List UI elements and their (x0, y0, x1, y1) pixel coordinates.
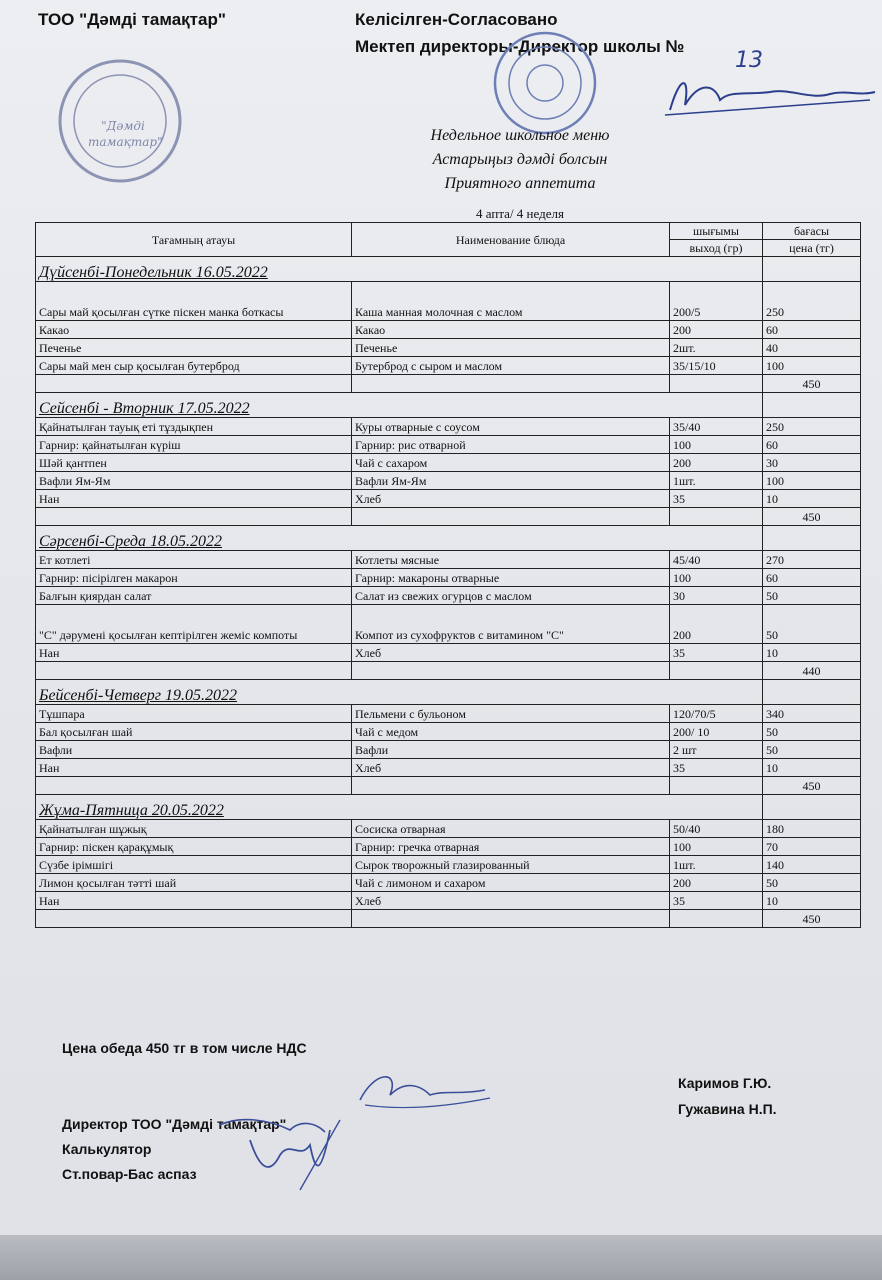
dish-price: 50 (763, 874, 861, 892)
day-total-price: 450 (763, 910, 861, 928)
total-empty-cell (670, 508, 763, 526)
table-row (36, 357, 861, 375)
dish-output: 2 шт (670, 741, 763, 759)
dish-price: 40 (763, 339, 861, 357)
dish-output: 35/40 (670, 418, 763, 436)
title-line-1: Недельное школьное меню (430, 127, 610, 144)
table-row (36, 892, 861, 910)
dish-name-ru: Сосиска отварная (352, 820, 670, 838)
dish-price: 100 (763, 472, 861, 490)
title-line-2: Астарыңыз дәмді болсын (432, 151, 608, 168)
dish-name-ru: Хлеб (352, 644, 670, 662)
header-price-kz: бағасы (763, 223, 861, 240)
day-empty-cell (763, 257, 861, 282)
dish-name-kz: Вафли (36, 741, 352, 759)
total-empty-cell (36, 777, 352, 795)
dish-price: 100 (763, 357, 861, 375)
table-row (36, 705, 861, 723)
dish-price: 60 (763, 436, 861, 454)
day-label: Жұма-Пятница 20.05.2022 (36, 795, 763, 820)
dish-output: 200 (670, 454, 763, 472)
name-2: Гужавина Н.П. (678, 1101, 777, 1117)
dish-price: 10 (763, 644, 861, 662)
lunch-price-note: Цена обеда 450 тг в том числе НДС (62, 1040, 307, 1056)
table-row (36, 723, 861, 741)
dish-output: 200/5 (670, 282, 763, 321)
dish-name-kz: Гарнир: пісірілген макарон (36, 569, 352, 587)
dish-name-ru: Гарнир: рис отварной (352, 436, 670, 454)
table-row (36, 472, 861, 490)
dish-name-kz: Сүзбе ірімшігі (36, 856, 352, 874)
day-total-price: 440 (763, 662, 861, 680)
day-empty-cell (763, 393, 861, 418)
dish-name-ru: Какао (352, 321, 670, 339)
table-row (36, 874, 861, 892)
dish-name-ru: Котлеты мясные (352, 551, 670, 569)
table-row (36, 339, 861, 357)
dish-price: 10 (763, 490, 861, 508)
day-header-row (36, 795, 861, 820)
dish-price: 10 (763, 892, 861, 910)
day-label: Бейсенбі-Четверг 19.05.2022 (36, 680, 763, 705)
dish-name-kz: "С" дәрумені қосылған кептірілген жеміс компоты (36, 605, 352, 644)
signatory-names (678, 1070, 777, 1122)
total-empty-cell (36, 910, 352, 928)
company-name: ТОО "Дәмді тамақтар" (38, 10, 226, 29)
day-empty-cell (763, 795, 861, 820)
dish-price: 250 (763, 418, 861, 436)
table-row (36, 820, 861, 838)
dish-name-ru: Куры отварные с соусом (352, 418, 670, 436)
dish-name-kz: Нан (36, 892, 352, 910)
dish-name-ru: Хлеб (352, 892, 670, 910)
table-row (36, 838, 861, 856)
dish-name-ru: Вафли Ям-Ям (352, 472, 670, 490)
total-empty-cell (352, 375, 670, 393)
dish-price: 50 (763, 587, 861, 605)
dish-name-kz: Шәй қантпен (36, 454, 352, 472)
table-row (36, 569, 861, 587)
dish-output: 35 (670, 892, 763, 910)
school-number: 13 (735, 48, 763, 73)
dish-price: 10 (763, 759, 861, 777)
dish-output: 45/40 (670, 551, 763, 569)
dish-name-ru: Хлеб (352, 759, 670, 777)
day-total-row (36, 910, 861, 928)
header-price-ru: цена (тг) (763, 240, 861, 257)
dish-name-kz: Нан (36, 644, 352, 662)
header-name-ru: Наименование блюда (352, 223, 670, 257)
total-empty-cell (36, 662, 352, 680)
dish-name-kz: Печенье (36, 339, 352, 357)
director-line: Мектеп директоры-Директор школы № (355, 37, 685, 56)
day-empty-cell (763, 526, 861, 551)
school-seal (490, 28, 600, 138)
dish-name-ru: Чай с сахаром (352, 454, 670, 472)
dish-name-ru: Чай с лимоном и сахаром (352, 874, 670, 892)
day-total-price: 450 (763, 508, 861, 526)
dish-price: 270 (763, 551, 861, 569)
director-title: Директор ТОО "Дәмді тамақтар" (62, 1116, 287, 1132)
dish-price: 60 (763, 321, 861, 339)
dish-name-kz: Қайнатылған тауық еті тұздықпен (36, 418, 352, 436)
dish-name-kz: Балғын қиярдан салат (36, 587, 352, 605)
dish-name-ru: Бутерброд с сыром и маслом (352, 357, 670, 375)
table-row (36, 605, 861, 644)
photo-bottom-edge (0, 1235, 882, 1280)
dish-name-kz: Сары май қосылған сүтке піскен манка боткасы (36, 282, 352, 321)
stamp-text: "Дәмді тамақтар" (88, 119, 163, 149)
dish-output: 200 (670, 321, 763, 339)
agreed-label: Келісілген-Согласовано (355, 10, 558, 29)
table-row (36, 418, 861, 436)
table-row (36, 490, 861, 508)
day-total-price: 450 (763, 777, 861, 795)
dish-output: 100 (670, 569, 763, 587)
name-1: Каримов Г.Ю. (678, 1075, 772, 1091)
dish-output: 35 (670, 644, 763, 662)
menu-titles (370, 124, 670, 196)
dish-output: 35 (670, 759, 763, 777)
dish-output: 200 (670, 605, 763, 644)
dish-price: 180 (763, 820, 861, 838)
day-header-row (36, 680, 861, 705)
total-empty-cell (36, 508, 352, 526)
total-empty-cell (36, 375, 352, 393)
day-label: Сейсенбі - Вторник 17.05.2022 (36, 393, 763, 418)
week-label: 4 апта/ 4 неделя (476, 206, 564, 221)
dish-output: 50/40 (670, 820, 763, 838)
table-row (36, 436, 861, 454)
dish-name-ru: Хлеб (352, 490, 670, 508)
day-total-row (36, 375, 861, 393)
dish-output: 200/ 10 (670, 723, 763, 741)
dish-name-kz: Ет котлеті (36, 551, 352, 569)
dish-output: 100 (670, 838, 763, 856)
menu-table (35, 222, 861, 928)
dish-name-kz: Нан (36, 490, 352, 508)
dish-output: 35 (670, 490, 763, 508)
dish-name-ru: Вафли (352, 741, 670, 759)
dish-name-ru: Сырок творожный глазированный (352, 856, 670, 874)
day-label: Сәрсенбі-Среда 18.05.2022 (36, 526, 763, 551)
header-output-kz: шығымы (670, 223, 763, 240)
table-row (36, 551, 861, 569)
dish-name-ru: Компот из сухофруктов с витамином "С" (352, 605, 670, 644)
dish-price: 70 (763, 838, 861, 856)
dish-output: 1шт. (670, 472, 763, 490)
day-label: Дүйсенбі-Понедельник 16.05.2022 (36, 257, 763, 282)
dish-name-kz: Сары май мен сыр қосылған бутерброд (36, 357, 352, 375)
table-row (36, 759, 861, 777)
day-total-price: 450 (763, 375, 861, 393)
dish-price: 140 (763, 856, 861, 874)
total-empty-cell (670, 910, 763, 928)
chef-title: Ст.повар-Бас аспаз (62, 1166, 197, 1182)
dish-name-kz: Тұшпара (36, 705, 352, 723)
dish-output: 2шт. (670, 339, 763, 357)
table-row (36, 644, 861, 662)
dish-output: 100 (670, 436, 763, 454)
dish-name-kz: Какао (36, 321, 352, 339)
header-output-ru: выход (гр) (670, 240, 763, 257)
dish-output: 120/70/5 (670, 705, 763, 723)
total-empty-cell (352, 662, 670, 680)
total-empty-cell (352, 910, 670, 928)
dish-name-ru: Пельмени с бульоном (352, 705, 670, 723)
dish-name-kz: Нан (36, 759, 352, 777)
dish-name-kz: Лимон қосылған тәтті шай (36, 874, 352, 892)
total-empty-cell (670, 777, 763, 795)
day-header-row (36, 393, 861, 418)
header-name-kz: Тағамның атауы (36, 223, 352, 257)
table-row (36, 587, 861, 605)
dish-price: 250 (763, 282, 861, 321)
total-empty-cell (352, 508, 670, 526)
day-empty-cell (763, 680, 861, 705)
dish-name-ru: Гарнир: макароны отварные (352, 569, 670, 587)
dish-name-ru: Салат из свежих огурцов с маслом (352, 587, 670, 605)
day-total-row (36, 662, 861, 680)
dish-price: 30 (763, 454, 861, 472)
menu-body (36, 257, 861, 928)
total-empty-cell (670, 375, 763, 393)
table-row (36, 856, 861, 874)
calculator-title: Калькулятор (62, 1141, 152, 1157)
table-row (36, 741, 861, 759)
dish-name-kz: Бал қосылған шай (36, 723, 352, 741)
dish-name-ru: Печенье (352, 339, 670, 357)
table-row (36, 454, 861, 472)
dish-output: 1шт. (670, 856, 763, 874)
title-line-3: Приятного аппетита (444, 175, 596, 192)
dish-output: 200 (670, 874, 763, 892)
dish-name-kz: Қайнатылған шұжық (36, 820, 352, 838)
day-total-row (36, 777, 861, 795)
day-header-row (36, 257, 861, 282)
day-header-row (36, 526, 861, 551)
dish-price: 60 (763, 569, 861, 587)
dish-output: 35/15/10 (670, 357, 763, 375)
dish-name-kz: Вафли Ям-Ям (36, 472, 352, 490)
day-total-row (36, 508, 861, 526)
table-row (36, 321, 861, 339)
dish-name-ru: Чай с медом (352, 723, 670, 741)
dish-name-ru: Каша манная молочная с маслом (352, 282, 670, 321)
table-row (36, 282, 861, 321)
dish-price: 50 (763, 723, 861, 741)
dish-price: 340 (763, 705, 861, 723)
dish-price: 50 (763, 605, 861, 644)
dish-name-kz: Гарнир: піскен қарақұмық (36, 838, 352, 856)
dish-name-kz: Гарнир: қайнатылған күріш (36, 436, 352, 454)
total-empty-cell (352, 777, 670, 795)
director-signature (660, 70, 880, 120)
dish-output: 30 (670, 587, 763, 605)
total-empty-cell (670, 662, 763, 680)
footer-signatures (200, 1060, 500, 1200)
dish-name-ru: Гарнир: гречка отварная (352, 838, 670, 856)
dish-price: 50 (763, 741, 861, 759)
